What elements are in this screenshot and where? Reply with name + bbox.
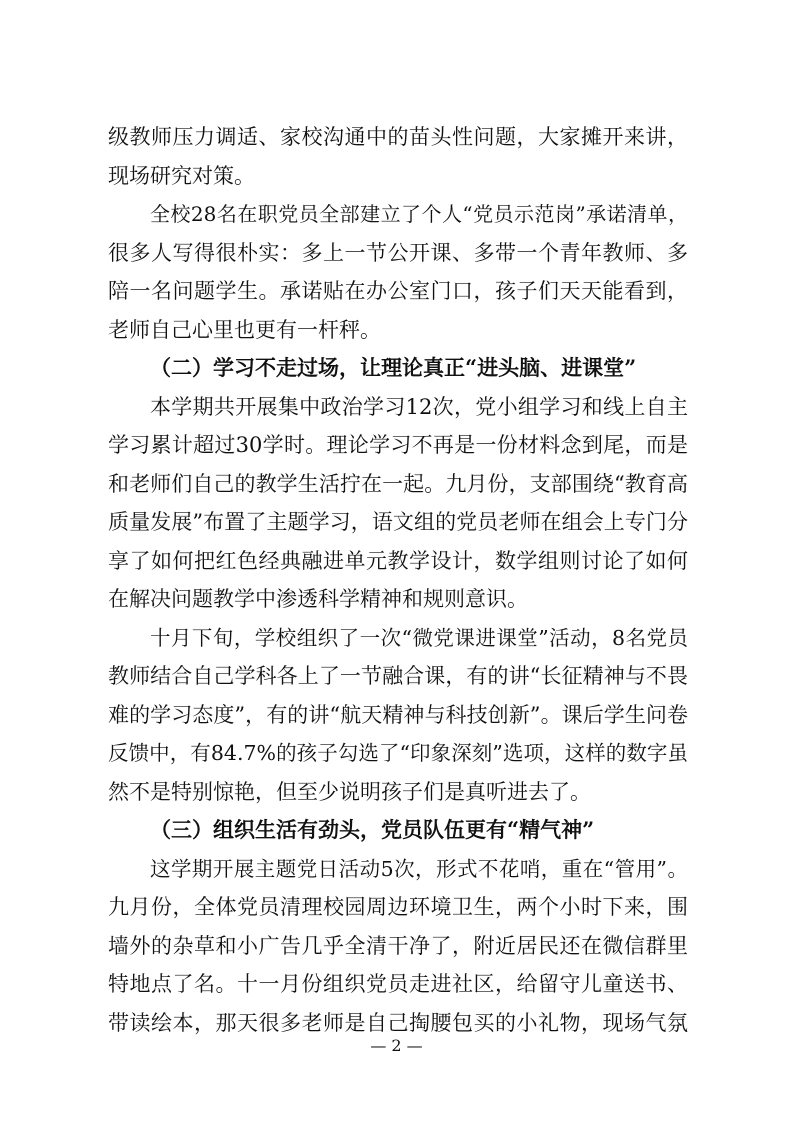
text-line: 反馈中，有84.7%的孩子勾选了“印象深刻”选项，这样的数字虽 (108, 741, 688, 765)
text-line: 九月份，全体党员清理校园周边环境卫生，两个小时下来，围 (108, 895, 688, 919)
text-line: 全校28名在职党员全部建立了个人“党员示范岗”承诺清单， (150, 202, 688, 226)
text-line: 现场研究对策。 (108, 163, 255, 188)
text-line: 享了如何把红色经典融进单元教学设计，数学组则讨论了如何 (108, 548, 688, 573)
text-line: 教师结合自己学科各上了一节融合课，有的讲“长征精神与不畏 (108, 664, 688, 688)
page-number: — 2 — (370, 1036, 423, 1055)
text-line: 带读绘本，那天很多老师是自己掏腰包买的小礼物，现场气氛 (108, 1010, 688, 1035)
section-heading: （二）学习不走过场，让理论真正“进头脑、进课堂” (150, 355, 637, 380)
text-line: 墙外的杂草和小广告几乎全清干净了，附近居民还在微信群里 (108, 933, 688, 958)
text-line: 学习累计超过30学时。理论学习不再是一份材料念到尾，而是 (108, 433, 688, 457)
text-line: 级教师压力调适、家校沟通中的苗头性问题，大家摊开来讲， (108, 125, 688, 149)
text-line: 和老师们自己的教学生活拧在一起。九月份，支部围绕“教育高 (108, 471, 688, 496)
section-heading: （三）组织生活有劲头，党员队伍更有“精气神” (150, 817, 595, 842)
text-line: 然不是特别惊艳，但至少说明孩子们是真听进去了。 (108, 779, 591, 804)
document-body (108, 118, 688, 1042)
text-line: 特地点了名。十一月份组织党员走进社区，给留守儿童送书、 (108, 972, 688, 996)
text-line: 十月下旬，学校组织了一次“微党课进课堂”活动，8名党员 (150, 625, 688, 650)
text-line: 很多人写得很朴实：多上一节公开课、多带一个青年教师、多 (108, 240, 688, 265)
text-line: 陪一名问题学生。承诺贴在办公室门口，孩子们天天能看到， (108, 279, 688, 303)
text-line: 在解决问题教学中渗透科学精神和规则意识。 (108, 587, 528, 611)
text-line: 本学期共开展集中政治学习12次，党小组学习和线上自主 (150, 394, 688, 419)
text-line: 难的学习态度”，有的讲“航天精神与科技创新”。课后学生问卷 (108, 702, 688, 727)
text-line: 这学期开展主题党日活动5次，形式不花哨，重在“管用”。 (150, 856, 688, 881)
text-line: 质量发展”布置了主题学习，语文组的党员老师在组会上专门分 (108, 510, 688, 534)
text-line: 老师自己心里也更有一杆秤。 (108, 317, 381, 342)
